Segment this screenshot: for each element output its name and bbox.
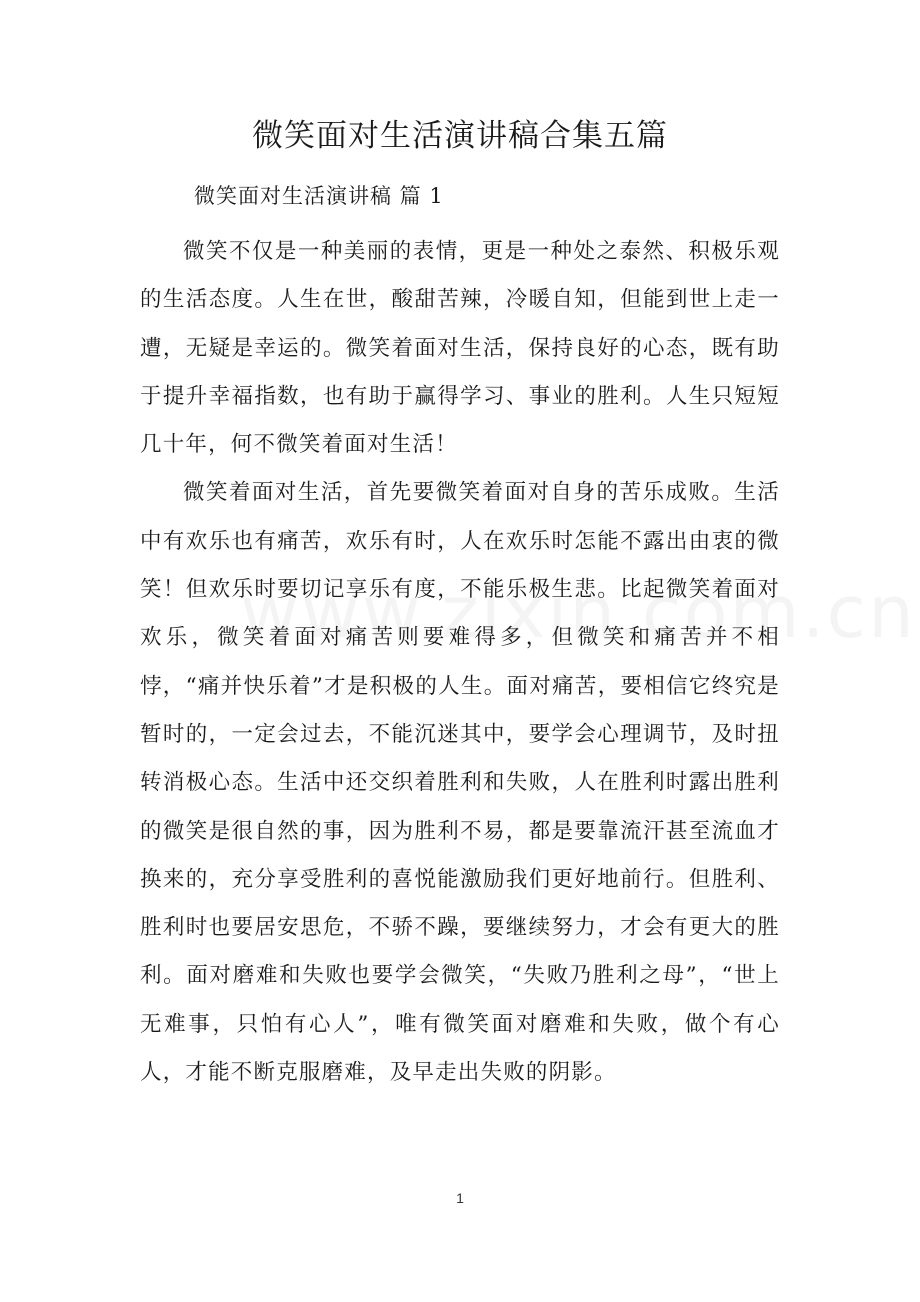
section-heading: 微笑面对生活演讲稿 篇 1: [194, 184, 444, 208]
page-number: 1: [456, 1190, 464, 1206]
document-body: [140, 228, 780, 1097]
paragraph: 微笑不仅是一种美丽的表情，更是一种处之泰然、积极乐观的生活态度。人生在世，酸甜苦辣，冷暖自知，但能到世上走一遭，无疑是幸运的。微笑着面对生活，保持良好的心态，既有助于提升幸福指数，也有助于赢得学习、事业的胜利。人生只短短几十年，何不微笑着面对生活！: [140, 239, 780, 458]
document-title: 微笑面对生活演讲稿合集五篇: [252, 118, 668, 154]
paragraph: 微笑着面对生活，首先要微笑着面对自身的苦乐成败。生活中有欢乐也有痛苦，欢乐有时，人在欢乐时怎能不露出由衷的微笑！但欢乐时要切记享乐有度，不能乐极生悲。比起微笑着面对欢乐，微笑着面对痛苦则要难得多，但微笑和痛苦并不相悖，“痛并快乐着”才是积极的人生。面对痛苦，要相信它终究是暂时的，一定会过去，不能沉迷其中，要学会心理调节，及时扭转消极心态。生活中还交织着胜利和失败，人在胜利时露出胜利的微笑是很自然的事，因为胜利不易，都是要靠流汗甚至流血才换来的，充分享受胜利的喜悦能激励我们更好地前行。但胜利、胜利时也要居安思危，不骄不躁，要继续努力，才会有更大的胜利。面对磨难和失败也要学会微笑，“失败乃胜利之母”，“世上无难事，只怕有心人”，唯有微笑面对磨难和失败，做个有心人，才能不断克服磨难，及早走出失败的阴影。: [140, 480, 780, 1086]
